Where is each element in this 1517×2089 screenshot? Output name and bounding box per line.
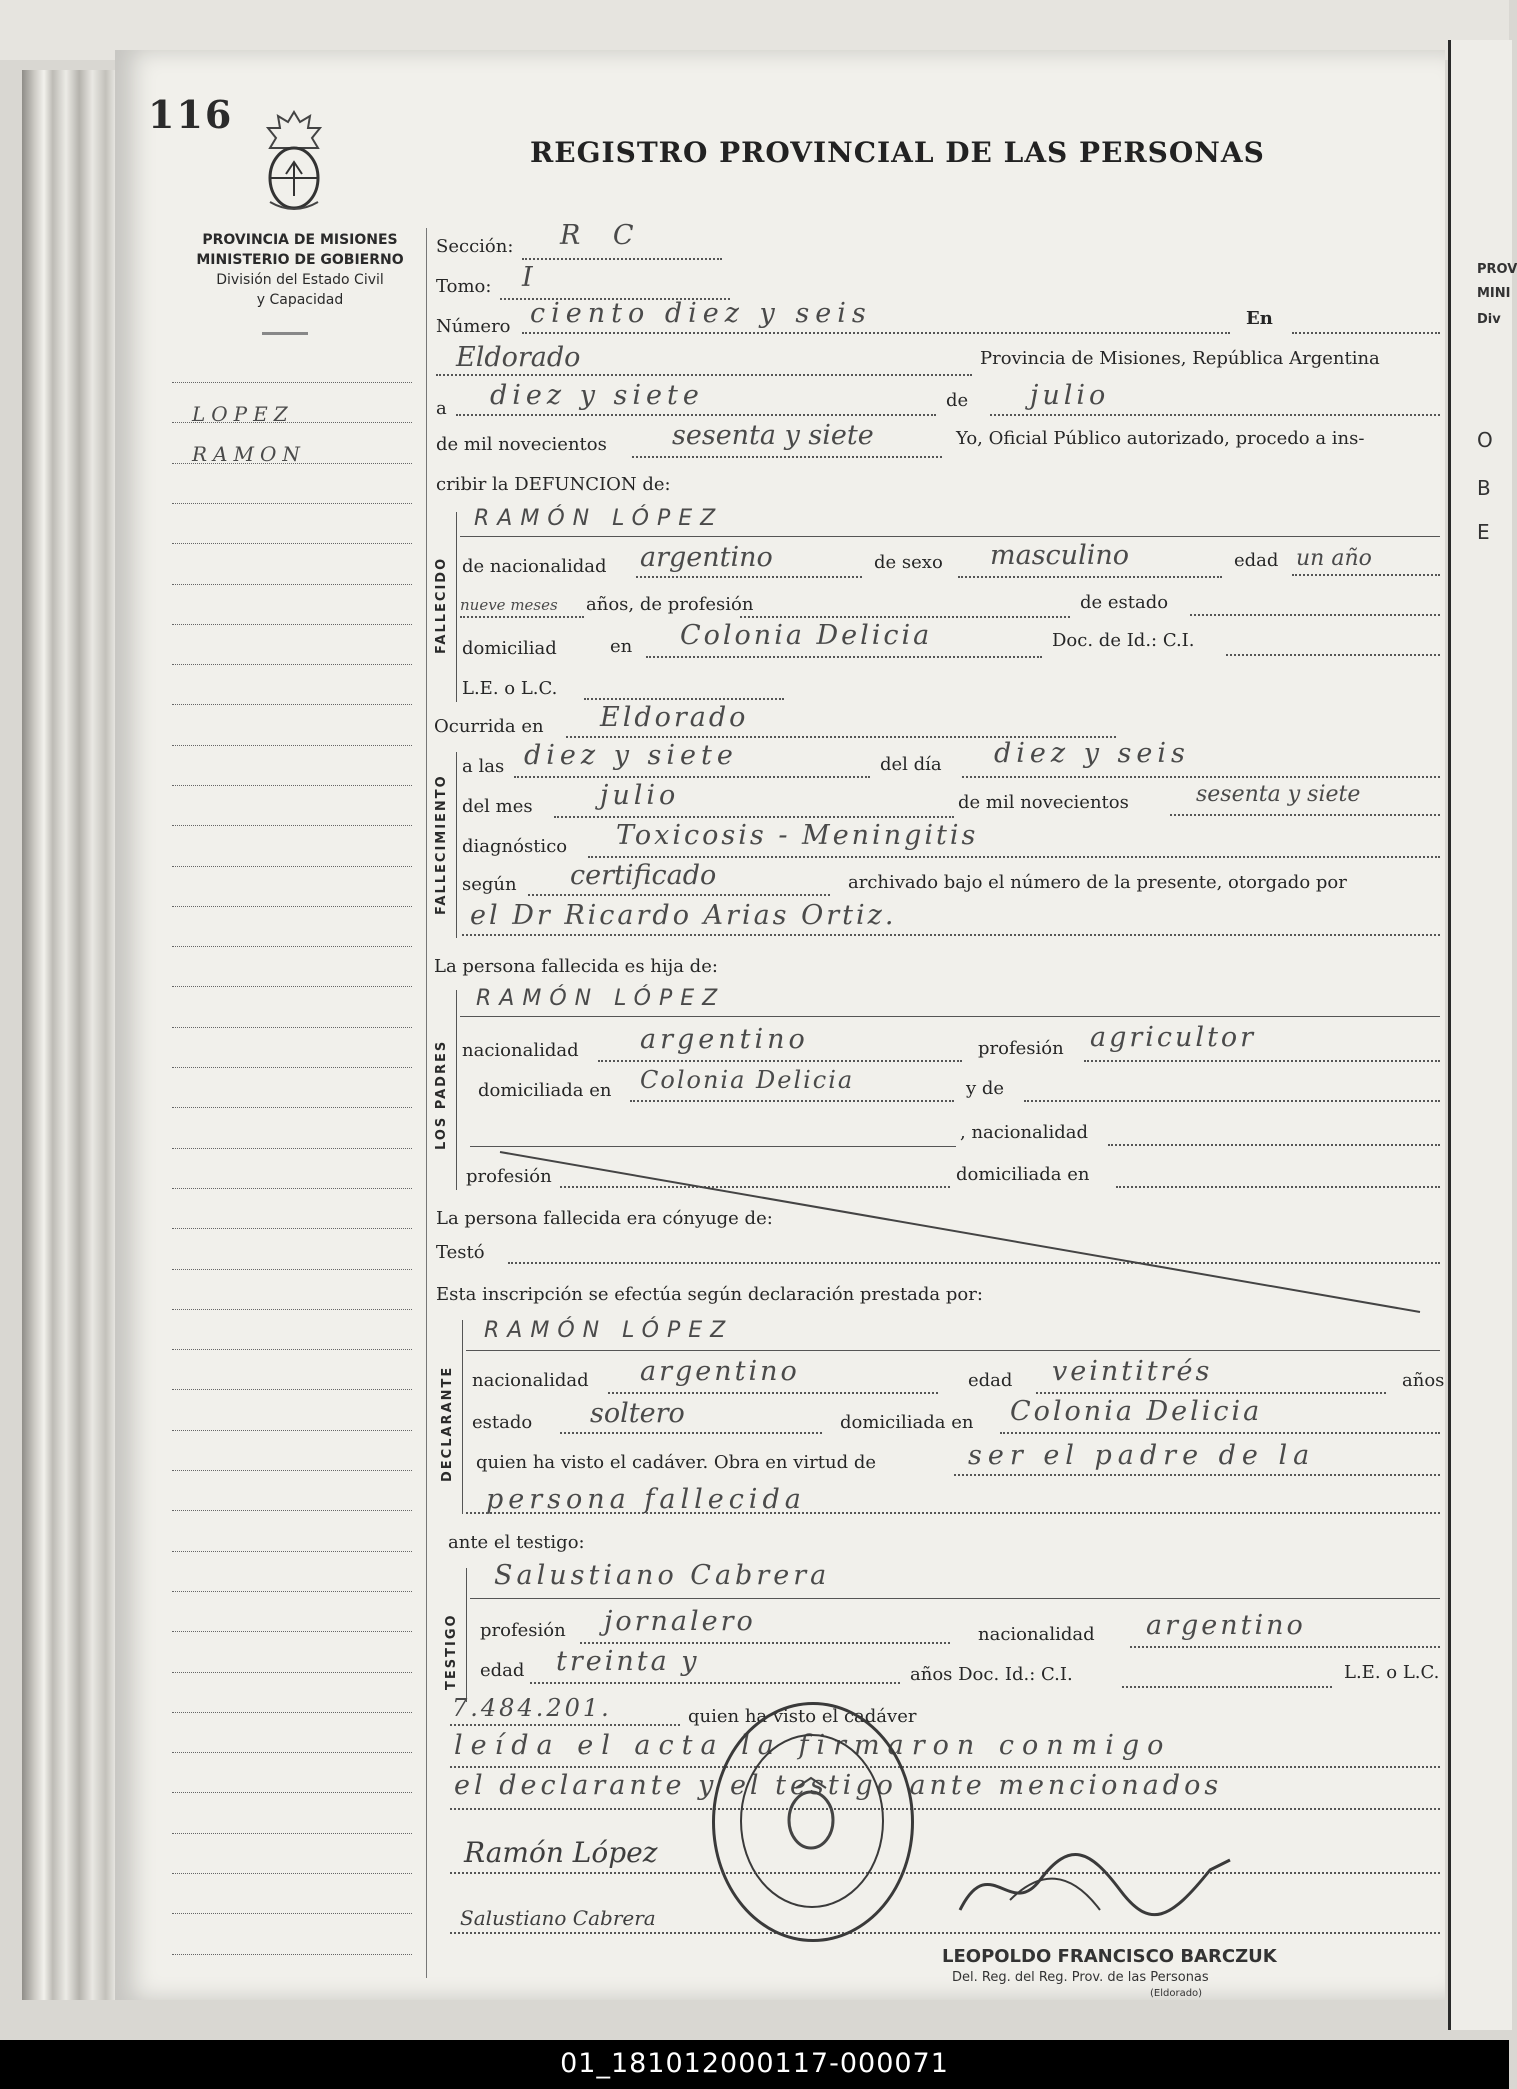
next-page-fragment: PROV	[1477, 262, 1517, 277]
edad-value: un año	[1296, 546, 1372, 571]
mes-fall-value: julio	[600, 780, 680, 811]
cierre-line2: el declarante y el testigo ante mencionados	[454, 1770, 1223, 1801]
conyuge-label: La persona fallecida era cónyuge de:	[436, 1208, 773, 1229]
next-page-fragment: Div	[1477, 312, 1501, 327]
margin-ruled-line	[172, 704, 412, 705]
hija-de-label: La persona fallecida es hija de:	[434, 956, 718, 977]
margin-ruled-line	[172, 906, 412, 907]
hora-value: diez y siete	[524, 740, 738, 771]
ocurrida-label: Ocurrida en	[434, 716, 544, 737]
de-mil-label: de mil novecientos	[436, 434, 607, 455]
province-line: PROVINCIA DE MISIONES	[202, 232, 398, 248]
margin-ruled-line	[172, 1309, 412, 1310]
a-label: a	[436, 398, 447, 419]
margin-ruled-line	[172, 1631, 412, 1632]
dia-line	[456, 414, 936, 416]
padre-name-line	[460, 1016, 1440, 1017]
hora-line	[514, 776, 870, 778]
decl-anos-label: años	[1402, 1370, 1445, 1391]
margin-ruled-line	[172, 1148, 412, 1149]
domicilio-value: Colonia Delicia	[680, 620, 933, 651]
del-dia-label: del día	[880, 754, 942, 775]
padres-side-label: LOS PADRES	[434, 1039, 449, 1151]
de-estado-label: de estado	[1080, 592, 1169, 613]
capacity-line: y Capacidad	[256, 292, 344, 308]
margin-ruled-line	[172, 1107, 412, 1108]
ante-testigo-label: ante el testigo:	[448, 1532, 585, 1553]
segun-label: según	[462, 874, 517, 895]
decl-edad-label: edad	[968, 1370, 1013, 1391]
testigo-side-label: TESTIGO	[444, 1613, 459, 1691]
next-page-edge	[1448, 40, 1517, 2030]
decl-visto-label: quien ha visto el cadáver. Obra en virtud de	[476, 1452, 877, 1473]
margin-ruled-line	[172, 1269, 412, 1270]
doc-id-label: Doc. de Id.: C.I.	[1052, 630, 1195, 651]
margin-ruled-line	[172, 986, 412, 987]
margin-ruled-line	[172, 1228, 412, 1229]
next-page-fragment: O	[1477, 428, 1493, 452]
medico-line	[462, 934, 1440, 936]
decl-obra2-line	[466, 1512, 1440, 1514]
anio-line	[632, 456, 942, 458]
a-las-label: a las	[462, 756, 505, 777]
madre-dom-label: domiciliada en	[956, 1164, 1090, 1185]
decl-edad-line	[1036, 1392, 1386, 1394]
padre-dom-label: domiciliada en	[478, 1080, 612, 1101]
padre-prof-label: profesión	[978, 1038, 1064, 1059]
header-underline	[262, 332, 308, 335]
margin-ruled-line	[172, 543, 412, 544]
testigo-prof-label: profesión	[480, 1620, 566, 1641]
padre-nac-label: nacionalidad	[462, 1040, 579, 1061]
declarante-name: RAMÓN LÓPEZ	[484, 1318, 734, 1343]
testigo-edad-label: edad	[480, 1660, 525, 1681]
margin-ruled-line	[172, 1591, 412, 1592]
testigo-nac-value: argentino	[1146, 1610, 1306, 1641]
seccion-label: Sección:	[436, 236, 514, 257]
official-signature-icon	[950, 1830, 1250, 1940]
testigo-nac-label: nacionalidad	[978, 1624, 1095, 1645]
le-lc-label: L.E. o L.C.	[462, 678, 558, 699]
ministry-header	[170, 230, 430, 310]
certificado-value: certificado	[570, 860, 717, 891]
dia-fall-value: diez y seis	[994, 738, 1190, 769]
diagnostico-value: Toxicosis - Meningitis	[616, 820, 979, 851]
margin-ruled-line	[172, 584, 412, 585]
margin-ruled-line	[172, 463, 412, 464]
decl-nac-value: argentino	[640, 1356, 800, 1387]
diagnostico-line	[588, 856, 1440, 858]
official-subtitle: (Eldorado)	[1150, 1988, 1203, 1999]
decl-obra-line	[954, 1474, 1440, 1476]
margin-surname: LOPEZ	[192, 402, 294, 426]
le-lc-line	[584, 698, 784, 700]
margin-ruled-line	[172, 1188, 412, 1189]
padre-dom-line	[630, 1100, 954, 1102]
margin-ruled-line	[172, 1792, 412, 1793]
diagnostico-label: diagnóstico	[462, 836, 568, 857]
inscribir-label: cribir la DEFUNCION de:	[436, 474, 671, 495]
dia-fall-line	[962, 776, 1440, 778]
edad-line	[1292, 574, 1440, 576]
decl-dom-value: Colonia Delicia	[1010, 1396, 1263, 1427]
ocurrida-value: Eldorado	[600, 702, 749, 733]
margin-ruled-line	[172, 503, 412, 504]
testigo-prof-line	[580, 1642, 950, 1644]
page-number: 116	[148, 92, 234, 137]
testigo-ci-line	[450, 1724, 680, 1726]
anio-fall-value: sesenta y siete	[1196, 782, 1361, 807]
madre-line	[1024, 1100, 1440, 1102]
margin-ruled-line	[172, 1672, 412, 1673]
testo-label: Testó	[436, 1242, 485, 1263]
decl-dom-line	[1000, 1432, 1440, 1434]
tomo-label: Tomo:	[436, 276, 492, 297]
padre-nac-value: argentino	[640, 1024, 809, 1055]
margin-ruled-line	[172, 866, 412, 867]
testigo-visto-label: quien ha visto el cadáver	[688, 1706, 917, 1727]
margin-ruled-line	[172, 1067, 412, 1068]
sexo-value: masculino	[990, 540, 1129, 571]
de-label: de	[946, 390, 969, 411]
decl-estado-value: soltero	[590, 1398, 685, 1429]
domicilio-en-label: en	[610, 636, 633, 657]
margin-ruled-line	[172, 1470, 412, 1471]
testigo-edad-value: treinta y	[556, 1646, 700, 1677]
official-name: LEOPOLDO FRANCISCO BARCZUK	[942, 1946, 1277, 1967]
fallecido-bracket	[456, 512, 457, 702]
margin-ruled-line	[172, 745, 412, 746]
doc-id-line	[1226, 654, 1440, 656]
archivado-label: archivado bajo el número de la presente, otorgado por	[848, 872, 1347, 893]
testigo-nac-line	[1130, 1646, 1440, 1648]
nacionalidad-value: argentino	[640, 542, 773, 573]
margin-ruled-line	[172, 785, 412, 786]
margin-ruled-line	[172, 1752, 412, 1753]
decl-obra-value: ser el padre de la	[968, 1440, 1316, 1471]
declaracion-label: Esta inscripción se efectúa según declaración prestada por:	[436, 1284, 983, 1305]
padres-bracket	[456, 990, 457, 1190]
numero-label: Número	[436, 316, 511, 337]
margin-ruled-line	[172, 946, 412, 947]
declarante-bracket	[462, 1320, 463, 1514]
margin-ruled-line	[172, 1833, 412, 1834]
decl-obra2-value: persona fallecida	[486, 1484, 806, 1515]
cierre-line1: leída el acta la firmaron conmigo	[454, 1730, 1172, 1761]
margin-ruled-line	[172, 1430, 412, 1431]
margin-ruled-line	[172, 1551, 412, 1552]
decl-nac-label: nacionalidad	[472, 1370, 589, 1391]
padre-dom-value: Colonia Delicia	[640, 1066, 855, 1094]
official-title: Del. Reg. del Reg. Prov. de las Personas	[952, 1970, 1209, 1985]
decl-nac-line	[608, 1392, 938, 1394]
madre-prof-label: profesión	[466, 1166, 552, 1187]
en-label: En	[1246, 308, 1273, 329]
mes-value: julio	[1030, 380, 1110, 411]
seccion-line	[522, 258, 722, 260]
next-page-fragment: MINI	[1477, 286, 1511, 301]
de-mil-fall-label: de mil novecientos	[958, 792, 1129, 813]
margin-ruled-line	[172, 422, 412, 423]
next-page-fragment: B	[1477, 476, 1491, 500]
footer-bar	[0, 2040, 1509, 2089]
margin-ruled-line	[172, 1954, 412, 1955]
padre-nac-line	[598, 1060, 962, 1062]
margin-ruled-line	[172, 1712, 412, 1713]
testigo-signature: Salustiano Cabrera	[460, 1906, 656, 1930]
fallecido-side-label: FALLECIDO	[434, 556, 449, 654]
testigo-le-label: L.E. o L.C.	[1344, 1662, 1440, 1683]
profesion-line	[740, 616, 1070, 618]
yo-oficial-label: Yo, Oficial Público autorizado, procedo a ins-	[956, 428, 1365, 449]
lugar-line	[436, 374, 972, 376]
signature-rule1	[450, 1872, 1440, 1874]
provincia-label: Provincia de Misiones, República Argentina	[980, 348, 1380, 369]
margin-ruled-line	[172, 1389, 412, 1390]
seccion-value: R C	[560, 220, 646, 251]
signature-rule2	[450, 1932, 1440, 1934]
padre-name: RAMÓN LÓPEZ	[476, 986, 726, 1011]
footer-id: 01_181012000117-000071	[560, 2048, 949, 2079]
declarante-name-line	[466, 1350, 1440, 1351]
testigo-doc-line	[1122, 1686, 1332, 1688]
margin-name: RAMON	[192, 442, 306, 466]
margin-ruled-line	[172, 1027, 412, 1028]
margin-ruled-line	[172, 382, 412, 383]
declarante-signature: Ramón López	[464, 1836, 658, 1869]
margin-ruled-line	[172, 1873, 412, 1874]
margin-ruled-line	[172, 1510, 412, 1511]
medico-value: el Dr Ricardo Arias Ortiz.	[470, 900, 897, 931]
numero-value: ciento diez y seis	[530, 298, 872, 329]
testigo-prof-value: jornalero	[604, 1606, 756, 1637]
next-page-fragment: E	[1477, 520, 1490, 544]
anio-value: sesenta y siete	[672, 420, 874, 451]
testigo-name-line	[470, 1598, 1440, 1599]
margin-ruled-line	[172, 624, 412, 625]
edad-meses-value: nueve meses	[460, 596, 558, 614]
fallecido-name-line	[460, 536, 1440, 537]
division-line: División del Estado Civil	[216, 272, 384, 288]
anio-fall-line	[1170, 814, 1440, 816]
decl-estado-line	[560, 1432, 822, 1434]
ministry-line: MINISTERIO DE GOBIERNO	[196, 252, 404, 268]
testigo-edad-line	[530, 1682, 900, 1684]
padre-prof-line	[1084, 1060, 1440, 1062]
estado-line	[1190, 614, 1440, 616]
padre-prof-value: agricultor	[1090, 1022, 1257, 1053]
edad-meses-line	[460, 616, 584, 618]
del-mes-label: del mes	[462, 796, 533, 817]
sexo-line	[958, 576, 1222, 578]
coat-of-arms-icon	[256, 108, 332, 218]
madre-name-line	[470, 1146, 956, 1147]
cierre-rule1	[450, 1766, 1440, 1768]
madre-nac-line	[1108, 1144, 1440, 1146]
certificado-line	[528, 894, 830, 896]
nacionalidad-line	[636, 576, 862, 578]
cierre-rule2	[450, 1808, 1440, 1810]
page-title: REGISTRO PROVINCIAL DE LAS PERSONAS	[530, 136, 1265, 169]
fallecimiento-bracket	[456, 752, 457, 938]
domiciliad-label: domiciliad	[462, 638, 557, 659]
sexo-label: de sexo	[874, 552, 943, 573]
testigo-name: Salustiano Cabrera	[494, 1560, 831, 1591]
anos-profesion-label: años, de profesión	[586, 594, 754, 615]
mes-fall-line	[554, 816, 954, 818]
margin-ruled-line	[172, 1913, 412, 1914]
margin-ruled-line	[172, 1349, 412, 1350]
dia-value: diez y siete	[490, 380, 704, 411]
fallecido-name: RAMÓN LÓPEZ	[474, 506, 724, 531]
en-line	[1292, 332, 1440, 334]
edad-label: edad	[1234, 550, 1279, 571]
testigo-bracket	[466, 1568, 467, 1702]
madre-nac-label: , nacionalidad	[960, 1122, 1089, 1143]
mes-line	[990, 414, 1440, 416]
testigo-doc-label: años Doc. Id.: C.I.	[910, 1664, 1073, 1685]
declarante-side-label: DECLARANTE	[440, 1365, 455, 1482]
seal-emblem-icon	[776, 1776, 846, 1856]
fallecimiento-side-label: FALLECIMIENTO	[434, 774, 449, 916]
domicilio-line	[646, 656, 1042, 658]
nacionalidad-label: de nacionalidad	[462, 556, 607, 577]
lugar-value: Eldorado	[456, 342, 581, 373]
y-de-label: y de	[966, 1078, 1005, 1099]
margin-ruled-line	[172, 825, 412, 826]
form-divider	[426, 228, 427, 1978]
decl-dom-label: domiciliada en	[840, 1412, 974, 1433]
decl-estado-label: estado	[472, 1412, 533, 1433]
margin-ruled-line	[172, 664, 412, 665]
decl-edad-value: veintitrés	[1052, 1356, 1213, 1387]
numero-line	[522, 332, 1230, 334]
tomo-value: I	[522, 262, 533, 293]
testigo-ci-value: 7.484.201.	[452, 1694, 612, 1722]
